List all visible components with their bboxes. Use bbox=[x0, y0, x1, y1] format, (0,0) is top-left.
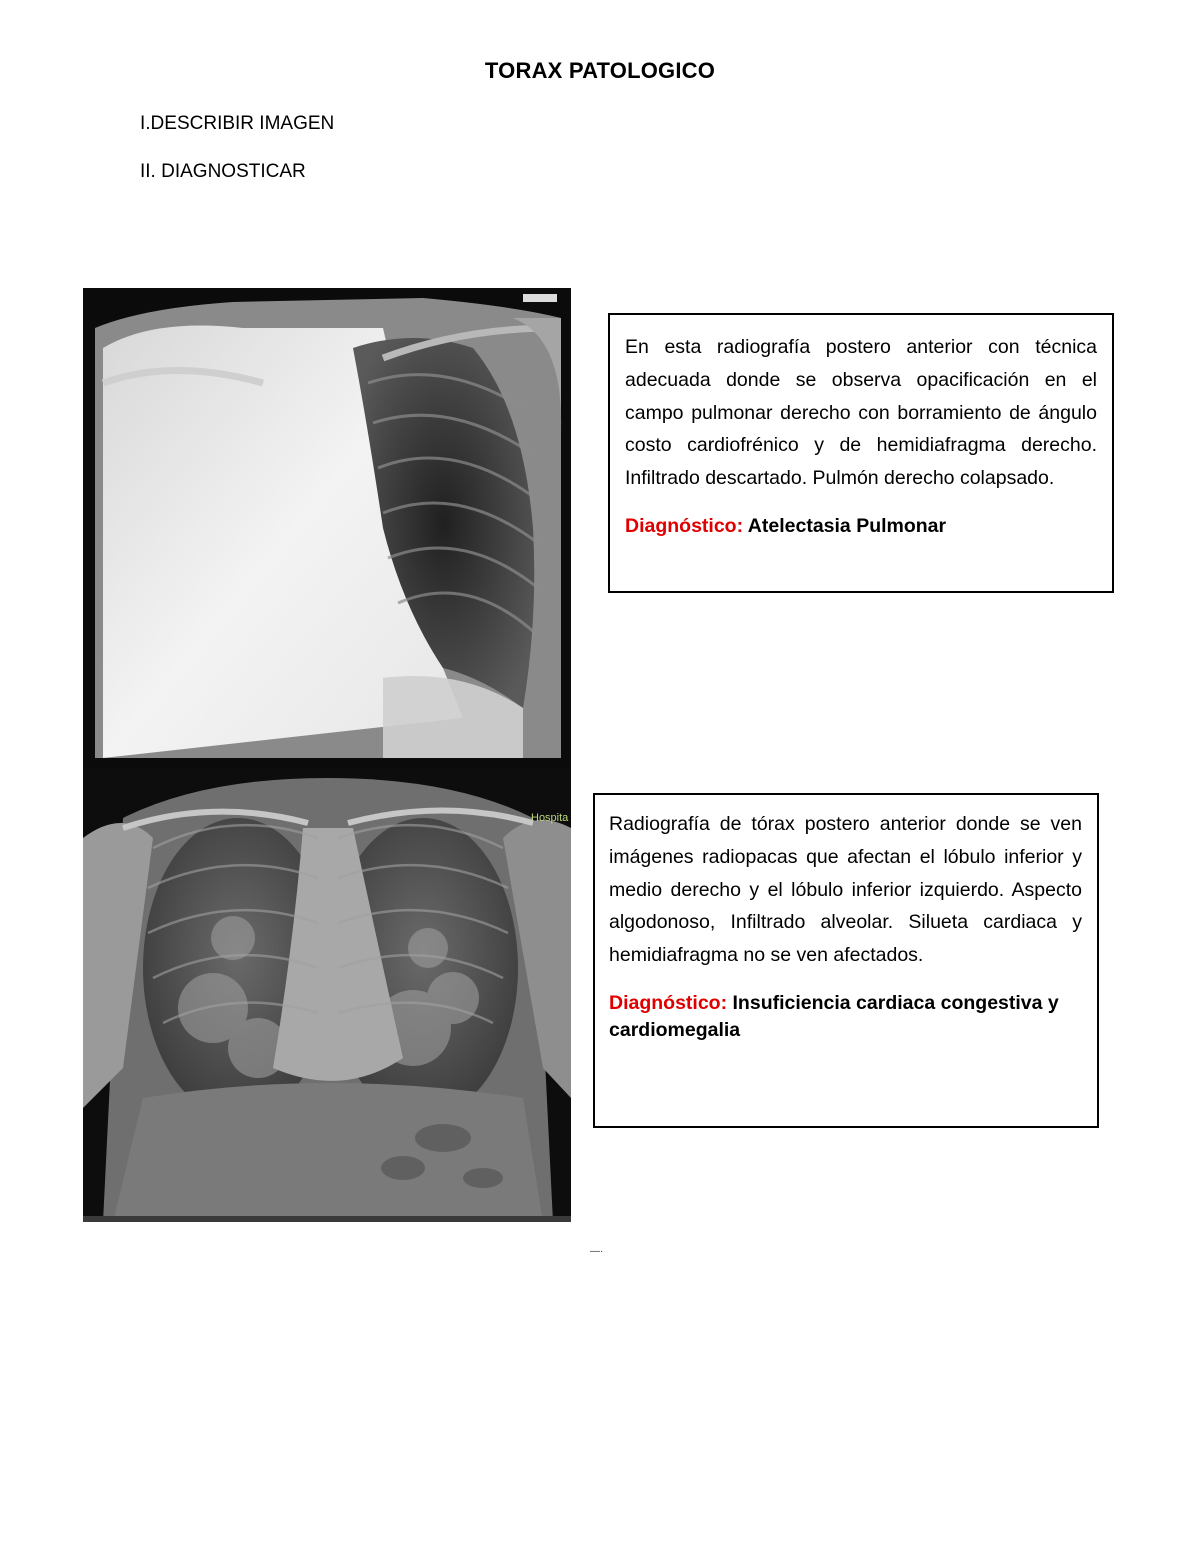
xray-image-chf bbox=[83, 768, 571, 1222]
diagnosis-value: Atelectasia Pulmonar bbox=[747, 514, 947, 537]
xray-image-atelectasis bbox=[83, 288, 571, 770]
case-diagnosis-1 bbox=[625, 513, 1097, 540]
image-overlay-text: Hospita bbox=[531, 812, 569, 824]
diagnosis-value: Insuficiencia cardiaca congestiva y cardiomegalia bbox=[609, 991, 1059, 1041]
heading-diagnose: II. DIAGNOSTICAR bbox=[140, 161, 306, 182]
case-description-1: En esta radiografía postero anterior con técnica adecuada donde se observa opacificación en el campo pulmonar derecho con borramiento de ángulo costo cardiofrénico y de hemidiafragma derecho. Infiltrado descartado. Pulmón derecho colapsado. bbox=[625, 336, 1097, 490]
case-description-2: Radiografía de tórax postero anterior donde se ven imágenes radiopacas que afectan el lóbulo inferior y medio derecho y el lóbulo inferior izquierdo. Aspecto algodonoso, Infiltrado alveolar. Silueta cardiaca y hemidiafragma no se ven afectados. bbox=[609, 813, 1082, 967]
case-box-1 bbox=[608, 313, 1114, 593]
diagnosis-label: Diagnóstico: bbox=[625, 514, 744, 537]
page-title: TORAX PATOLOGICO bbox=[484, 58, 716, 83]
heading-describe: I.DESCRIBIR IMAGEN bbox=[140, 113, 335, 134]
case-diagnosis-2 bbox=[609, 990, 1082, 1044]
case-box-2 bbox=[593, 793, 1099, 1128]
footer-mark: —· bbox=[590, 1246, 604, 1257]
diagnosis-label: Diagnóstico: bbox=[609, 991, 728, 1014]
